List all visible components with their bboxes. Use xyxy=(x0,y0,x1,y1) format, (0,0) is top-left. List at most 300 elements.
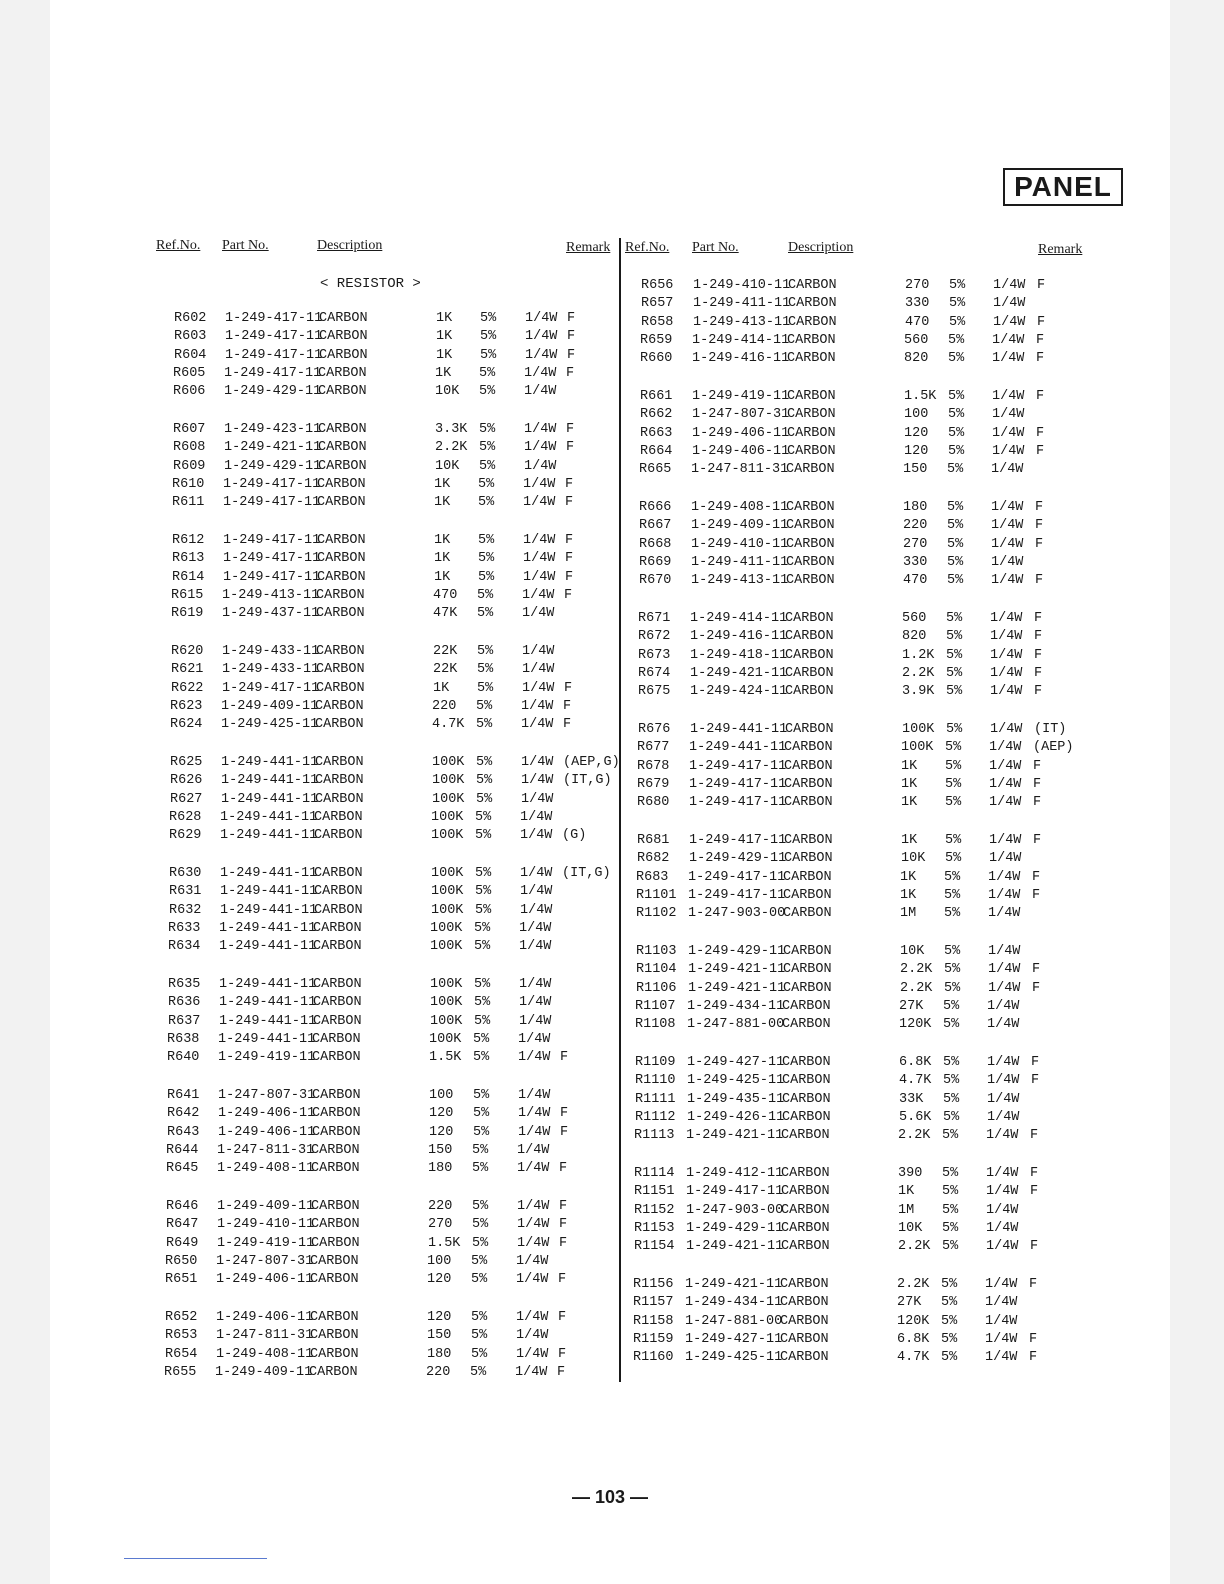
cell-value: 100K xyxy=(432,791,465,807)
cell-rating: 1/4W xyxy=(992,425,1025,441)
cell-tolerance: 5% xyxy=(943,1109,960,1125)
cell-tolerance: 5% xyxy=(946,684,963,700)
cell-ref-no: R662 xyxy=(640,407,673,423)
cell-rating: 1/4W xyxy=(988,887,1021,903)
cell-description: CARBON xyxy=(785,629,834,645)
cell-description: CARBON xyxy=(312,1031,361,1047)
cell-tolerance: 5% xyxy=(948,389,965,404)
cell-value: 2.2K xyxy=(898,1239,931,1255)
cell-description: CARBON xyxy=(788,314,837,330)
cell-ref-no: R643 xyxy=(167,1124,200,1140)
cell-remark: F xyxy=(565,476,574,492)
cell-part-no: 1-249-417-11 xyxy=(688,869,786,885)
cell-tolerance: 5% xyxy=(479,458,496,474)
cell-ref-no: R603 xyxy=(174,329,207,345)
cell-ref-no: R653 xyxy=(165,1328,198,1344)
cell-ref-no: R640 xyxy=(167,1050,200,1066)
cell-ref-no: R658 xyxy=(641,314,674,330)
cell-tolerance: 5% xyxy=(947,518,964,534)
cell-value: 820 xyxy=(904,351,929,367)
column-divider xyxy=(619,238,621,1382)
cell-ref-no: R679 xyxy=(637,776,670,792)
cell-description: CARBON xyxy=(781,1166,830,1181)
cell-tolerance: 5% xyxy=(471,1272,488,1288)
cell-value: 6.8K xyxy=(899,1055,932,1070)
cell-value: 6.8K xyxy=(897,1331,930,1347)
cell-description: CARBON xyxy=(317,533,366,548)
cell-rating: 1/4W xyxy=(988,980,1021,996)
cell-value: 220 xyxy=(432,698,457,714)
cell-tolerance: 5% xyxy=(477,662,494,678)
cell-remark: (IT,G) xyxy=(563,773,612,789)
cell-tolerance: 5% xyxy=(480,311,497,326)
cell-description: CARBON xyxy=(781,1184,830,1200)
cell-tolerance: 5% xyxy=(476,791,493,807)
cell-remark: F xyxy=(557,1364,566,1380)
cell-remark: F xyxy=(560,1050,569,1066)
cell-ref-no: R680 xyxy=(637,795,670,811)
cell-value: 1.5K xyxy=(428,1235,461,1251)
cell-remark: F xyxy=(565,569,574,585)
cell-tolerance: 5% xyxy=(479,440,496,456)
cell-description: CARBON xyxy=(310,1328,359,1344)
cell-ref-no: R661 xyxy=(640,389,673,404)
cell-part-no: 1-249-417-11 xyxy=(688,887,786,903)
cell-value: 120 xyxy=(427,1272,452,1288)
cell-rating: 1/4W xyxy=(521,698,554,714)
cell-description: CARBON xyxy=(316,644,365,659)
cell-ref-no: R675 xyxy=(638,684,671,700)
cell-part-no: 1-247-881-00 xyxy=(685,1313,783,1329)
right-header-remark: Remark xyxy=(1038,242,1083,257)
cell-value: 820 xyxy=(902,629,927,645)
cell-part-no: 1-249-408-11 xyxy=(691,500,789,515)
cell-ref-no: R609 xyxy=(173,458,206,474)
cell-part-no: 1-249-416-11 xyxy=(692,351,790,367)
cell-description: CARBON xyxy=(786,500,835,515)
cell-part-no: 1-249-434-11 xyxy=(687,998,785,1014)
cell-description: CARBON xyxy=(784,851,833,867)
cell-part-no: 1-249-421-11 xyxy=(688,962,786,978)
cell-description: CARBON xyxy=(316,680,365,696)
cell-tolerance: 5% xyxy=(478,476,495,492)
cell-rating: 1/4W xyxy=(518,1050,551,1066)
cell-part-no: 1-249-429-11 xyxy=(688,944,786,959)
cell-part-no: 1-249-421-11 xyxy=(690,665,788,681)
cell-remark: F xyxy=(567,329,576,345)
cell-rating: 1/4W xyxy=(516,1328,549,1344)
cell-tolerance: 5% xyxy=(948,332,965,348)
cell-rating: 1/4W xyxy=(517,1199,550,1214)
cell-ref-no: R1113 xyxy=(634,1128,675,1144)
cell-remark: F xyxy=(564,680,573,696)
cell-remark: F xyxy=(559,1235,568,1251)
cell-description: CARBON xyxy=(780,1331,829,1347)
cell-value: 100K xyxy=(430,977,463,992)
cell-description: CARBON xyxy=(319,329,368,345)
cell-tolerance: 5% xyxy=(477,680,494,696)
cell-rating: 1/4W xyxy=(989,851,1022,867)
cell-description: CARBON xyxy=(313,920,362,936)
cell-remark: F xyxy=(1032,980,1041,996)
cell-part-no: 1-249-441-11 xyxy=(219,995,317,1011)
cell-ref-no: R649 xyxy=(166,1235,199,1251)
cell-rating: 1/4W xyxy=(523,476,556,492)
cell-value: 1K xyxy=(436,347,453,363)
cell-value: 33K xyxy=(899,1091,924,1107)
cell-value: 2.2K xyxy=(902,665,935,681)
cell-value: 1K xyxy=(434,495,451,511)
cell-part-no: 1-249-425-11 xyxy=(221,717,319,733)
cell-ref-no: R681 xyxy=(637,833,670,848)
cell-part-no: 1-249-419-11 xyxy=(692,389,790,404)
cell-value: 100K xyxy=(430,939,463,955)
cell-part-no: 1-249-427-11 xyxy=(687,1055,785,1070)
cell-ref-no: R641 xyxy=(167,1088,200,1103)
cell-tolerance: 5% xyxy=(944,887,961,903)
cell-remark: F xyxy=(1032,887,1041,903)
cell-ref-no: R634 xyxy=(168,939,201,955)
cell-tolerance: 5% xyxy=(947,500,964,515)
cell-description: CARBON xyxy=(311,1142,360,1158)
cell-tolerance: 5% xyxy=(477,606,494,622)
cell-value: 270 xyxy=(903,536,928,552)
cell-part-no: 1-249-417-11 xyxy=(223,476,321,492)
cell-remark: F xyxy=(559,1161,568,1177)
cell-value: 100K xyxy=(429,1031,462,1047)
cell-ref-no: R664 xyxy=(640,443,673,459)
cell-value: 1K xyxy=(901,795,918,811)
cell-rating: 1/4W xyxy=(523,569,556,585)
cell-description: CARBON xyxy=(310,1346,359,1362)
cell-remark: F xyxy=(1030,1184,1039,1200)
cell-part-no: 1-249-411-11 xyxy=(691,554,789,570)
cell-description: CARBON xyxy=(785,647,834,663)
cell-description: CARBON xyxy=(788,278,837,293)
cell-part-no: 1-249-427-11 xyxy=(685,1331,783,1347)
cell-part-no: 1-249-425-11 xyxy=(685,1350,783,1366)
cell-tolerance: 5% xyxy=(471,1253,488,1269)
cell-description: CARBON xyxy=(786,554,835,570)
cell-tolerance: 5% xyxy=(476,773,493,789)
cell-description: CARBON xyxy=(783,962,832,978)
cell-tolerance: 5% xyxy=(480,347,497,363)
cell-part-no: 1-249-434-11 xyxy=(685,1295,783,1311)
cell-rating: 1/4W xyxy=(989,776,1022,792)
cell-ref-no: R635 xyxy=(168,977,201,992)
cell-ref-no: R670 xyxy=(639,573,672,589)
cell-rating: 1/4W xyxy=(519,920,552,936)
cell-rating: 1/4W xyxy=(524,440,557,456)
cell-value: 10K xyxy=(435,384,460,400)
cell-description: CARBON xyxy=(316,587,365,603)
cell-value: 100 xyxy=(904,407,929,423)
cell-tolerance: 5% xyxy=(946,629,963,645)
cell-description: CARBON xyxy=(314,884,363,900)
cell-tolerance: 5% xyxy=(474,1013,491,1029)
cell-ref-no: R631 xyxy=(169,884,202,900)
cell-remark: F xyxy=(1031,1055,1040,1070)
cell-tolerance: 5% xyxy=(941,1277,958,1292)
cell-tolerance: 5% xyxy=(943,1055,960,1070)
cell-ref-no: R1110 xyxy=(635,1073,676,1089)
cell-ref-no: R669 xyxy=(639,554,672,570)
cell-rating: 1/4W xyxy=(989,740,1022,756)
cell-description: CARBON xyxy=(784,795,833,811)
cell-part-no: 1-249-406-11 xyxy=(692,425,790,441)
cell-value: 4.7K xyxy=(899,1073,932,1089)
cell-part-no: 1-247-903-00 xyxy=(686,1202,784,1218)
cell-part-no: 1-249-413-11 xyxy=(222,587,320,603)
cell-ref-no: R606 xyxy=(173,384,206,400)
cell-part-no: 1-249-425-11 xyxy=(687,1073,785,1089)
cell-remark: F xyxy=(1036,425,1045,441)
cell-tolerance: 5% xyxy=(477,587,494,603)
cell-part-no: 1-249-408-11 xyxy=(217,1161,315,1177)
cell-tolerance: 5% xyxy=(949,296,966,312)
cell-part-no: 1-247-811-31 xyxy=(217,1142,315,1158)
cell-description: CARBON xyxy=(310,1310,359,1325)
cell-value: 330 xyxy=(903,554,928,570)
cell-tolerance: 5% xyxy=(941,1313,958,1329)
cell-value: 220 xyxy=(426,1364,451,1380)
cell-ref-no: R630 xyxy=(169,866,202,881)
cell-description: CARBON xyxy=(785,684,834,700)
cell-value: 4.7K xyxy=(897,1350,930,1366)
cell-remark: F xyxy=(566,422,575,437)
cell-value: 22K xyxy=(433,644,458,659)
cell-rating: 1/4W xyxy=(522,662,555,678)
cell-remark: F xyxy=(1034,647,1043,663)
cell-rating: 1/4W xyxy=(518,1106,551,1122)
cell-ref-no: R636 xyxy=(168,995,201,1011)
cell-part-no: 1-249-421-11 xyxy=(224,440,322,456)
cell-ref-no: R615 xyxy=(171,587,204,603)
cell-remark: F xyxy=(1029,1331,1038,1347)
cell-rating: 1/4W xyxy=(521,755,554,770)
cell-rating: 1/4W xyxy=(521,717,554,733)
cell-tolerance: 5% xyxy=(942,1184,959,1200)
cell-ref-no: R623 xyxy=(170,698,203,714)
cell-description: CARBON xyxy=(786,462,835,478)
cell-description: CARBON xyxy=(318,440,367,456)
cell-ref-no: R605 xyxy=(173,365,206,381)
cell-remark: F xyxy=(558,1310,567,1325)
cell-value: 100K xyxy=(431,828,464,844)
cell-description: CARBON xyxy=(315,717,364,733)
cell-tolerance: 5% xyxy=(475,884,492,900)
cell-rating: 1/4W xyxy=(518,1124,551,1140)
cell-ref-no: R628 xyxy=(169,809,202,825)
cell-remark: F xyxy=(559,1199,568,1214)
cell-remark: F xyxy=(1036,351,1045,367)
cell-rating: 1/4W xyxy=(993,278,1026,293)
cell-rating: 1/4W xyxy=(515,1364,548,1380)
cell-tolerance: 5% xyxy=(945,758,962,774)
cell-ref-no: R619 xyxy=(171,606,204,622)
cell-part-no: 1-249-417-11 xyxy=(686,1184,784,1200)
cell-part-no: 1-247-807-31 xyxy=(216,1253,314,1269)
cell-rating: 1/4W xyxy=(986,1220,1019,1236)
cell-remark: F xyxy=(1030,1239,1039,1255)
cell-tolerance: 5% xyxy=(945,833,962,848)
cell-tolerance: 5% xyxy=(475,866,492,881)
cell-ref-no: R651 xyxy=(165,1272,198,1288)
cell-part-no: 1-249-417-11 xyxy=(689,833,787,848)
cell-rating: 1/4W xyxy=(522,606,555,622)
cell-ref-no: R659 xyxy=(640,332,673,348)
cell-ref-no: R678 xyxy=(637,758,670,774)
cell-tolerance: 5% xyxy=(473,1088,490,1103)
cell-description: CARBON xyxy=(314,866,363,881)
cell-tolerance: 5% xyxy=(943,1017,960,1033)
cell-remark: F xyxy=(565,551,574,567)
cell-rating: 1/4W xyxy=(992,332,1025,348)
cell-remark: F xyxy=(564,587,573,603)
cell-remark: (AEP,G) xyxy=(563,755,620,770)
cell-value: 10K xyxy=(901,851,926,867)
cell-ref-no: R622 xyxy=(171,680,204,696)
cell-rating: 1/4W xyxy=(516,1310,549,1325)
cell-part-no: 1-249-441-11 xyxy=(689,740,787,756)
cell-tolerance: 5% xyxy=(947,462,964,478)
cell-value: 390 xyxy=(898,1166,923,1181)
cell-description: CARBON xyxy=(317,551,366,567)
cell-part-no: 1-249-441-11 xyxy=(219,977,317,992)
cell-rating: 1/4W xyxy=(985,1295,1018,1311)
cell-tolerance: 5% xyxy=(474,939,491,955)
cell-tolerance: 5% xyxy=(478,533,495,548)
cell-tolerance: 5% xyxy=(479,365,496,381)
cell-ref-no: R1114 xyxy=(634,1166,675,1181)
cell-value: 1K xyxy=(436,311,453,326)
cell-value: 100K xyxy=(431,902,464,918)
cell-ref-no: R632 xyxy=(169,902,202,918)
cell-value: 2.2K xyxy=(897,1277,930,1292)
cell-rating: 1/4W xyxy=(991,500,1024,515)
cell-description: CARBON xyxy=(313,939,362,955)
cell-remark: F xyxy=(1037,314,1046,330)
cell-rating: 1/4W xyxy=(525,329,558,345)
cell-description: CARBON xyxy=(313,995,362,1011)
cell-description: CARBON xyxy=(781,1202,830,1218)
cell-tolerance: 5% xyxy=(475,828,492,844)
cell-ref-no: R1154 xyxy=(634,1239,675,1255)
left-header-ref-no: Ref.No. xyxy=(156,238,201,253)
cell-tolerance: 5% xyxy=(946,647,963,663)
cell-description: CARBON xyxy=(311,1161,360,1177)
cell-ref-no: R611 xyxy=(172,495,205,511)
cell-description: CARBON xyxy=(784,758,833,774)
cell-rating: 1/4W xyxy=(987,1109,1020,1125)
cell-part-no: 1-249-441-11 xyxy=(220,809,318,825)
cell-value: 100K xyxy=(902,722,935,737)
cell-remark: F xyxy=(1035,573,1044,589)
cell-rating: 1/4W xyxy=(518,1088,551,1103)
cell-ref-no: R612 xyxy=(172,533,205,548)
cell-ref-no: R654 xyxy=(165,1346,198,1362)
cell-tolerance: 5% xyxy=(478,495,495,511)
cell-ref-no: R671 xyxy=(638,611,671,626)
cell-ref-no: R646 xyxy=(166,1199,199,1214)
cell-value: 120 xyxy=(427,1310,452,1325)
cell-rating: 1/4W xyxy=(989,758,1022,774)
cell-ref-no: R614 xyxy=(172,569,205,585)
cell-part-no: 1-249-409-11 xyxy=(691,518,789,534)
cell-rating: 1/4W xyxy=(516,1253,549,1269)
cell-remark: (AEP) xyxy=(1033,740,1074,756)
cell-value: 150 xyxy=(427,1328,452,1344)
cell-part-no: 1-249-410-11 xyxy=(691,536,789,552)
cell-description: CARBON xyxy=(318,458,367,474)
cell-value: 220 xyxy=(428,1199,453,1214)
cell-rating: 1/4W xyxy=(993,314,1026,330)
cell-description: CARBON xyxy=(316,662,365,678)
cell-part-no: 1-249-414-11 xyxy=(692,332,790,348)
cell-part-no: 1-249-417-11 xyxy=(225,311,323,326)
cell-ref-no: R665 xyxy=(639,462,672,478)
cell-part-no: 1-249-441-11 xyxy=(221,755,319,770)
cell-description: CARBON xyxy=(313,977,362,992)
cell-value: 270 xyxy=(905,278,930,293)
right-header-description: Description xyxy=(788,240,854,255)
cell-part-no: 1-247-903-00 xyxy=(688,906,786,922)
cell-value: 2.2K xyxy=(900,980,933,996)
cell-description: CARBON xyxy=(780,1313,829,1329)
cell-ref-no: R625 xyxy=(170,755,203,770)
cell-ref-no: R672 xyxy=(638,629,671,645)
cell-remark: F xyxy=(566,365,575,381)
cell-tolerance: 5% xyxy=(476,698,493,714)
cell-rating: 1/4W xyxy=(987,1055,1020,1070)
cell-part-no: 1-249-417-11 xyxy=(224,365,322,381)
cell-rating: 1/4W xyxy=(985,1331,1018,1347)
cell-part-no: 1-249-423-11 xyxy=(224,422,322,437)
cell-remark: F xyxy=(1037,278,1046,293)
cell-value: 1M xyxy=(898,1202,915,1218)
cell-description: CARBON xyxy=(317,569,366,585)
cell-remark: F xyxy=(1035,536,1044,552)
cell-rating: 1/4W xyxy=(519,939,552,955)
cell-rating: 1/4W xyxy=(990,722,1023,737)
cell-value: 1K xyxy=(434,476,451,492)
cell-remark: F xyxy=(558,1272,567,1288)
cell-description: CARBON xyxy=(782,1055,831,1070)
cell-remark: F xyxy=(560,1106,569,1122)
cell-tolerance: 5% xyxy=(948,443,965,459)
cell-value: 120 xyxy=(429,1106,454,1122)
cell-rating: 1/4W xyxy=(985,1277,1018,1292)
cell-ref-no: R652 xyxy=(165,1310,198,1325)
section-title-resistor: < RESISTOR > xyxy=(320,276,421,292)
cell-value: 120K xyxy=(897,1313,930,1329)
cell-value: 470 xyxy=(905,314,930,330)
cell-tolerance: 5% xyxy=(472,1235,489,1251)
cell-tolerance: 5% xyxy=(947,554,964,570)
cell-remark: F xyxy=(1029,1277,1038,1292)
cell-ref-no: R667 xyxy=(639,518,672,534)
cell-ref-no: R633 xyxy=(168,920,201,936)
cell-part-no: 1-249-441-11 xyxy=(690,722,788,737)
cell-part-no: 1-249-413-11 xyxy=(691,573,789,589)
cell-part-no: 1-249-412-11 xyxy=(686,1166,784,1181)
cell-ref-no: R663 xyxy=(640,425,673,441)
cell-ref-no: R674 xyxy=(638,665,671,681)
cell-rating: 1/4W xyxy=(522,587,555,603)
cell-part-no: 1-249-417-11 xyxy=(689,758,787,774)
cell-description: CARBON xyxy=(784,776,833,792)
cell-rating: 1/4W xyxy=(516,1346,549,1362)
